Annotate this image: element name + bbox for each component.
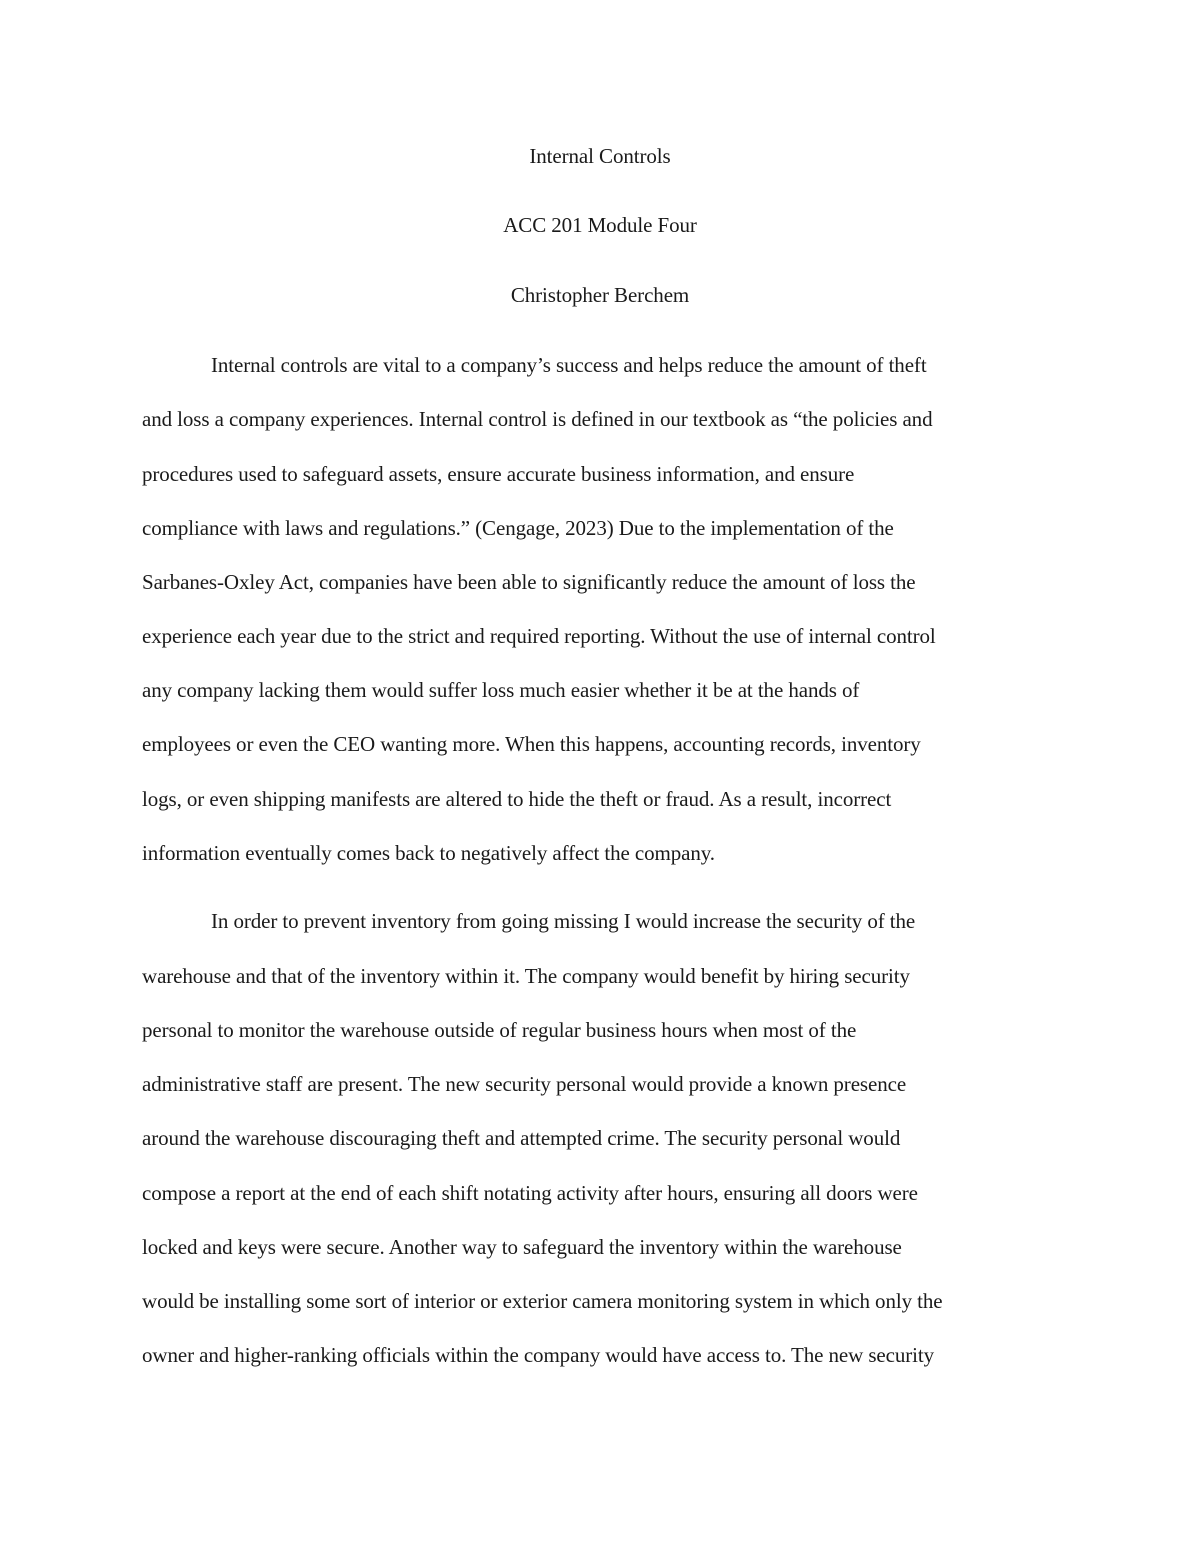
- paragraph-1-line-1: Internal controls are vital to a company’s success and helps reduce the amount of theft: [211, 353, 927, 377]
- paragraph-2-line-5: around the warehouse discouraging theft and attempted crime. The security personal would: [142, 1126, 901, 1150]
- paragraph-2-line-1: In order to prevent inventory from going missing I would increase the security of the: [211, 909, 916, 933]
- paragraph-2-line-2: warehouse and that of the inventory within it. The company would benefit by hiring security: [142, 964, 910, 988]
- paragraph-1-line-8: employees or even the CEO wanting more. When this happens, accounting records, inventory: [142, 732, 921, 756]
- paragraph-1-line-4: compliance with laws and regulations.” (Cengage, 2023) Due to the implementation of the: [142, 516, 894, 540]
- paragraph-2-line-9: owner and higher-ranking officials within the company would have access to. The new security: [142, 1343, 935, 1367]
- course-label: ACC 201 Module Four: [503, 213, 697, 237]
- paragraph-1-line-2: and loss a company experiences. Internal control is defined in our textbook as “the policies and: [142, 407, 933, 431]
- author-name: Christopher Berchem: [510, 283, 690, 307]
- document-title: Internal Controls: [529, 144, 671, 168]
- paragraph-1-line-9: logs, or even shipping manifests are altered to hide the theft or fraud. As a result, incorrect: [142, 787, 892, 811]
- paragraph-1-line-3: procedures used to safeguard assets, ensure accurate business information, and ensure: [142, 462, 855, 486]
- paragraph-2-line-8: would be installing some sort of interior or exterior camera monitoring system in which only the: [142, 1289, 943, 1313]
- paragraph-1-line-10: information eventually comes back to negatively affect the company.: [142, 841, 715, 865]
- paragraph-2-line-7: locked and keys were secure. Another way to safeguard the inventory within the warehouse: [142, 1235, 902, 1259]
- paragraph-2-line-3: personal to monitor the warehouse outside of regular business hours when most of the: [142, 1018, 857, 1042]
- paragraph-1-line-7: any company lacking them would suffer loss much easier whether it be at the hands of: [142, 678, 860, 702]
- paragraph-1-line-6: experience each year due to the strict and required reporting. Without the use of internal control: [142, 624, 936, 648]
- paragraph-1-line-5: Sarbanes-Oxley Act, companies have been able to significantly reduce the amount of loss the: [142, 570, 916, 594]
- paragraph-2-line-6: compose a report at the end of each shift notating activity after hours, ensuring all doors were: [142, 1181, 918, 1205]
- paragraph-2-line-4: administrative staff are present. The new security personal would provide a known presence: [142, 1072, 907, 1096]
